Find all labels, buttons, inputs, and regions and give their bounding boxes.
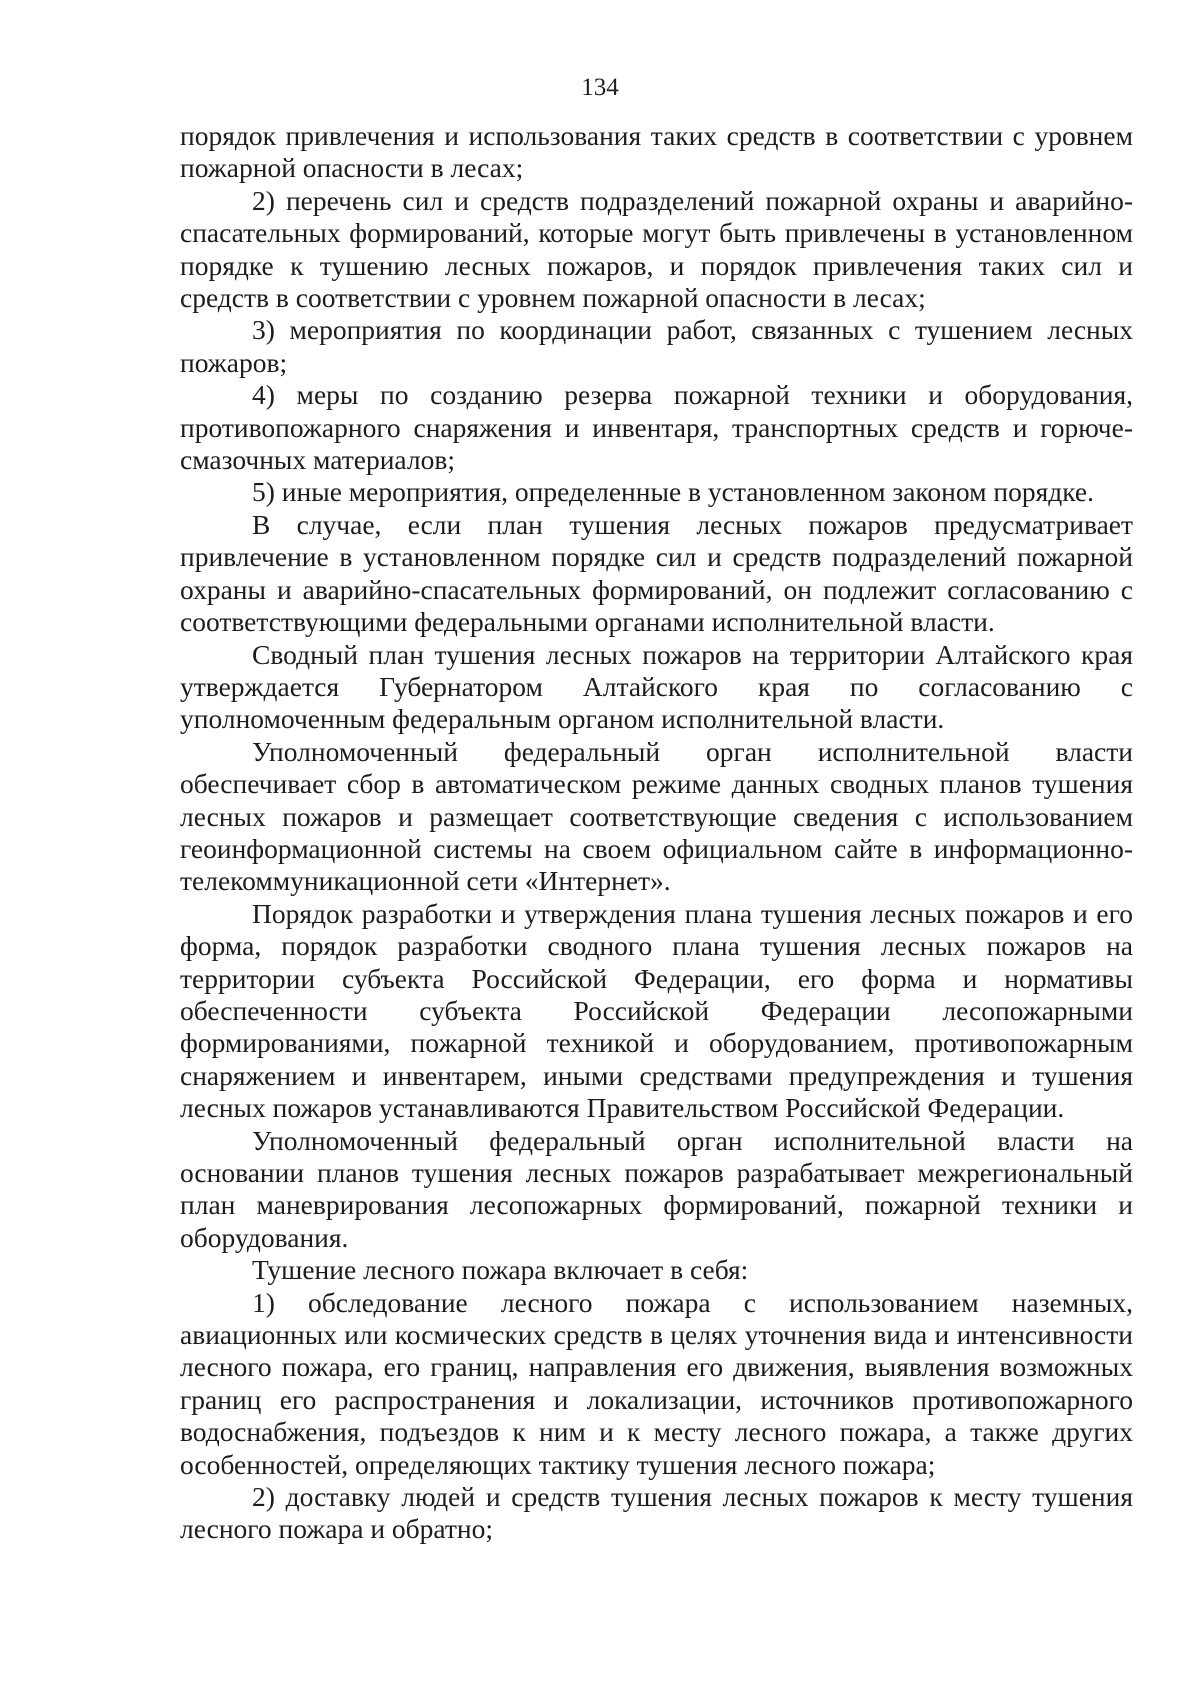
paragraph: порядок привлечения и использования таких средств в соответствии с уровнем пожарной опасности в лесах;: [180, 120, 1133, 184]
paragraph: Сводный план тушения лесных пожаров на территории Алтайского края утверждается Губернатором Алтайского края по согласованию с уполномоченным федеральным органом исполнительной власти.: [180, 638, 1133, 735]
paragraph: 3) мероприятия по координации работ, связанных с тушением лесных пожаров;: [180, 314, 1133, 378]
paragraph: 4) меры по созданию резерва пожарной техники и оборудования, противопожарного снаряжения и инвентаря, транспортных средств и горюче-смазочных материалов;: [180, 379, 1133, 476]
paragraph: 1) обследование лесного пожара с использованием наземных, авиационных или космических средств в целях уточнения вида и интенсивности лесного пожара, его границ, направления его движения, выявления возможных границ его распространения и локализации, источников противопожарного водоснабжения, подъездов к ним и к месту лесного пожара, а также других особенностей, определяющих тактику тушения лесного пожара;: [180, 1286, 1133, 1480]
paragraph: 5) иные мероприятия, определенные в установленном законом порядке.: [252, 476, 1094, 508]
page-number: 134: [581, 74, 619, 101]
document-body: [180, 120, 1133, 1546]
paragraph: Уполномоченный федеральный орган исполнительной власти на основании планов тушения лесных пожаров разрабатывает межрегиональный план маневрирования лесопожарных формирований, пожарной техники и оборудования.: [180, 1124, 1133, 1253]
paragraph: 2) перечень сил и средств подразделений пожарной охраны и аварийно-спасательных формирований, которые могут быть привлечены в установленном порядке к тушению лесных пожаров, и порядок привлечения таких сил и средств в соответствии с уровнем пожарной опасности в лесах;: [180, 184, 1133, 314]
paragraph: Тушение лесного пожара включает в себя:: [252, 1254, 749, 1286]
paragraph: В случае, если план тушения лесных пожаров предусматривает привлечение в установленном порядке сил и средств подразделений пожарной охраны и аварийно-спасательных формирований, он подлежит согласованию с соответствующими федеральными органами исполнительной власти.: [180, 508, 1133, 638]
paragraph: Уполномоченный федеральный орган исполнительной власти обеспечивает сбор в автоматическом режиме данных сводных планов тушения лесных пожаров и размещает соответствующие сведения с использованием геоинформационной системы на своем официальном сайте в информационно-телекоммуникационной сети «Интернет».: [180, 735, 1133, 897]
paragraph: 2) доставку людей и средств тушения лесных пожаров к месту тушения лесного пожара и обратно;: [180, 1481, 1133, 1545]
paragraph: Порядок разработки и утверждения плана тушения лесных пожаров и его форма, порядок разработки сводного плана тушения лесных пожаров на территории субъекта Российской Федерации, его форма и нормативы обеспеченности субъекта Российской Федерации лесопожарными формированиями, пожарной техникой и оборудованием, противопожарным снаряжением и инвентарем, иными средствами предупреждения и тушения лесных пожаров устанавливаются Правительством Российской Федерации.: [180, 897, 1133, 1124]
